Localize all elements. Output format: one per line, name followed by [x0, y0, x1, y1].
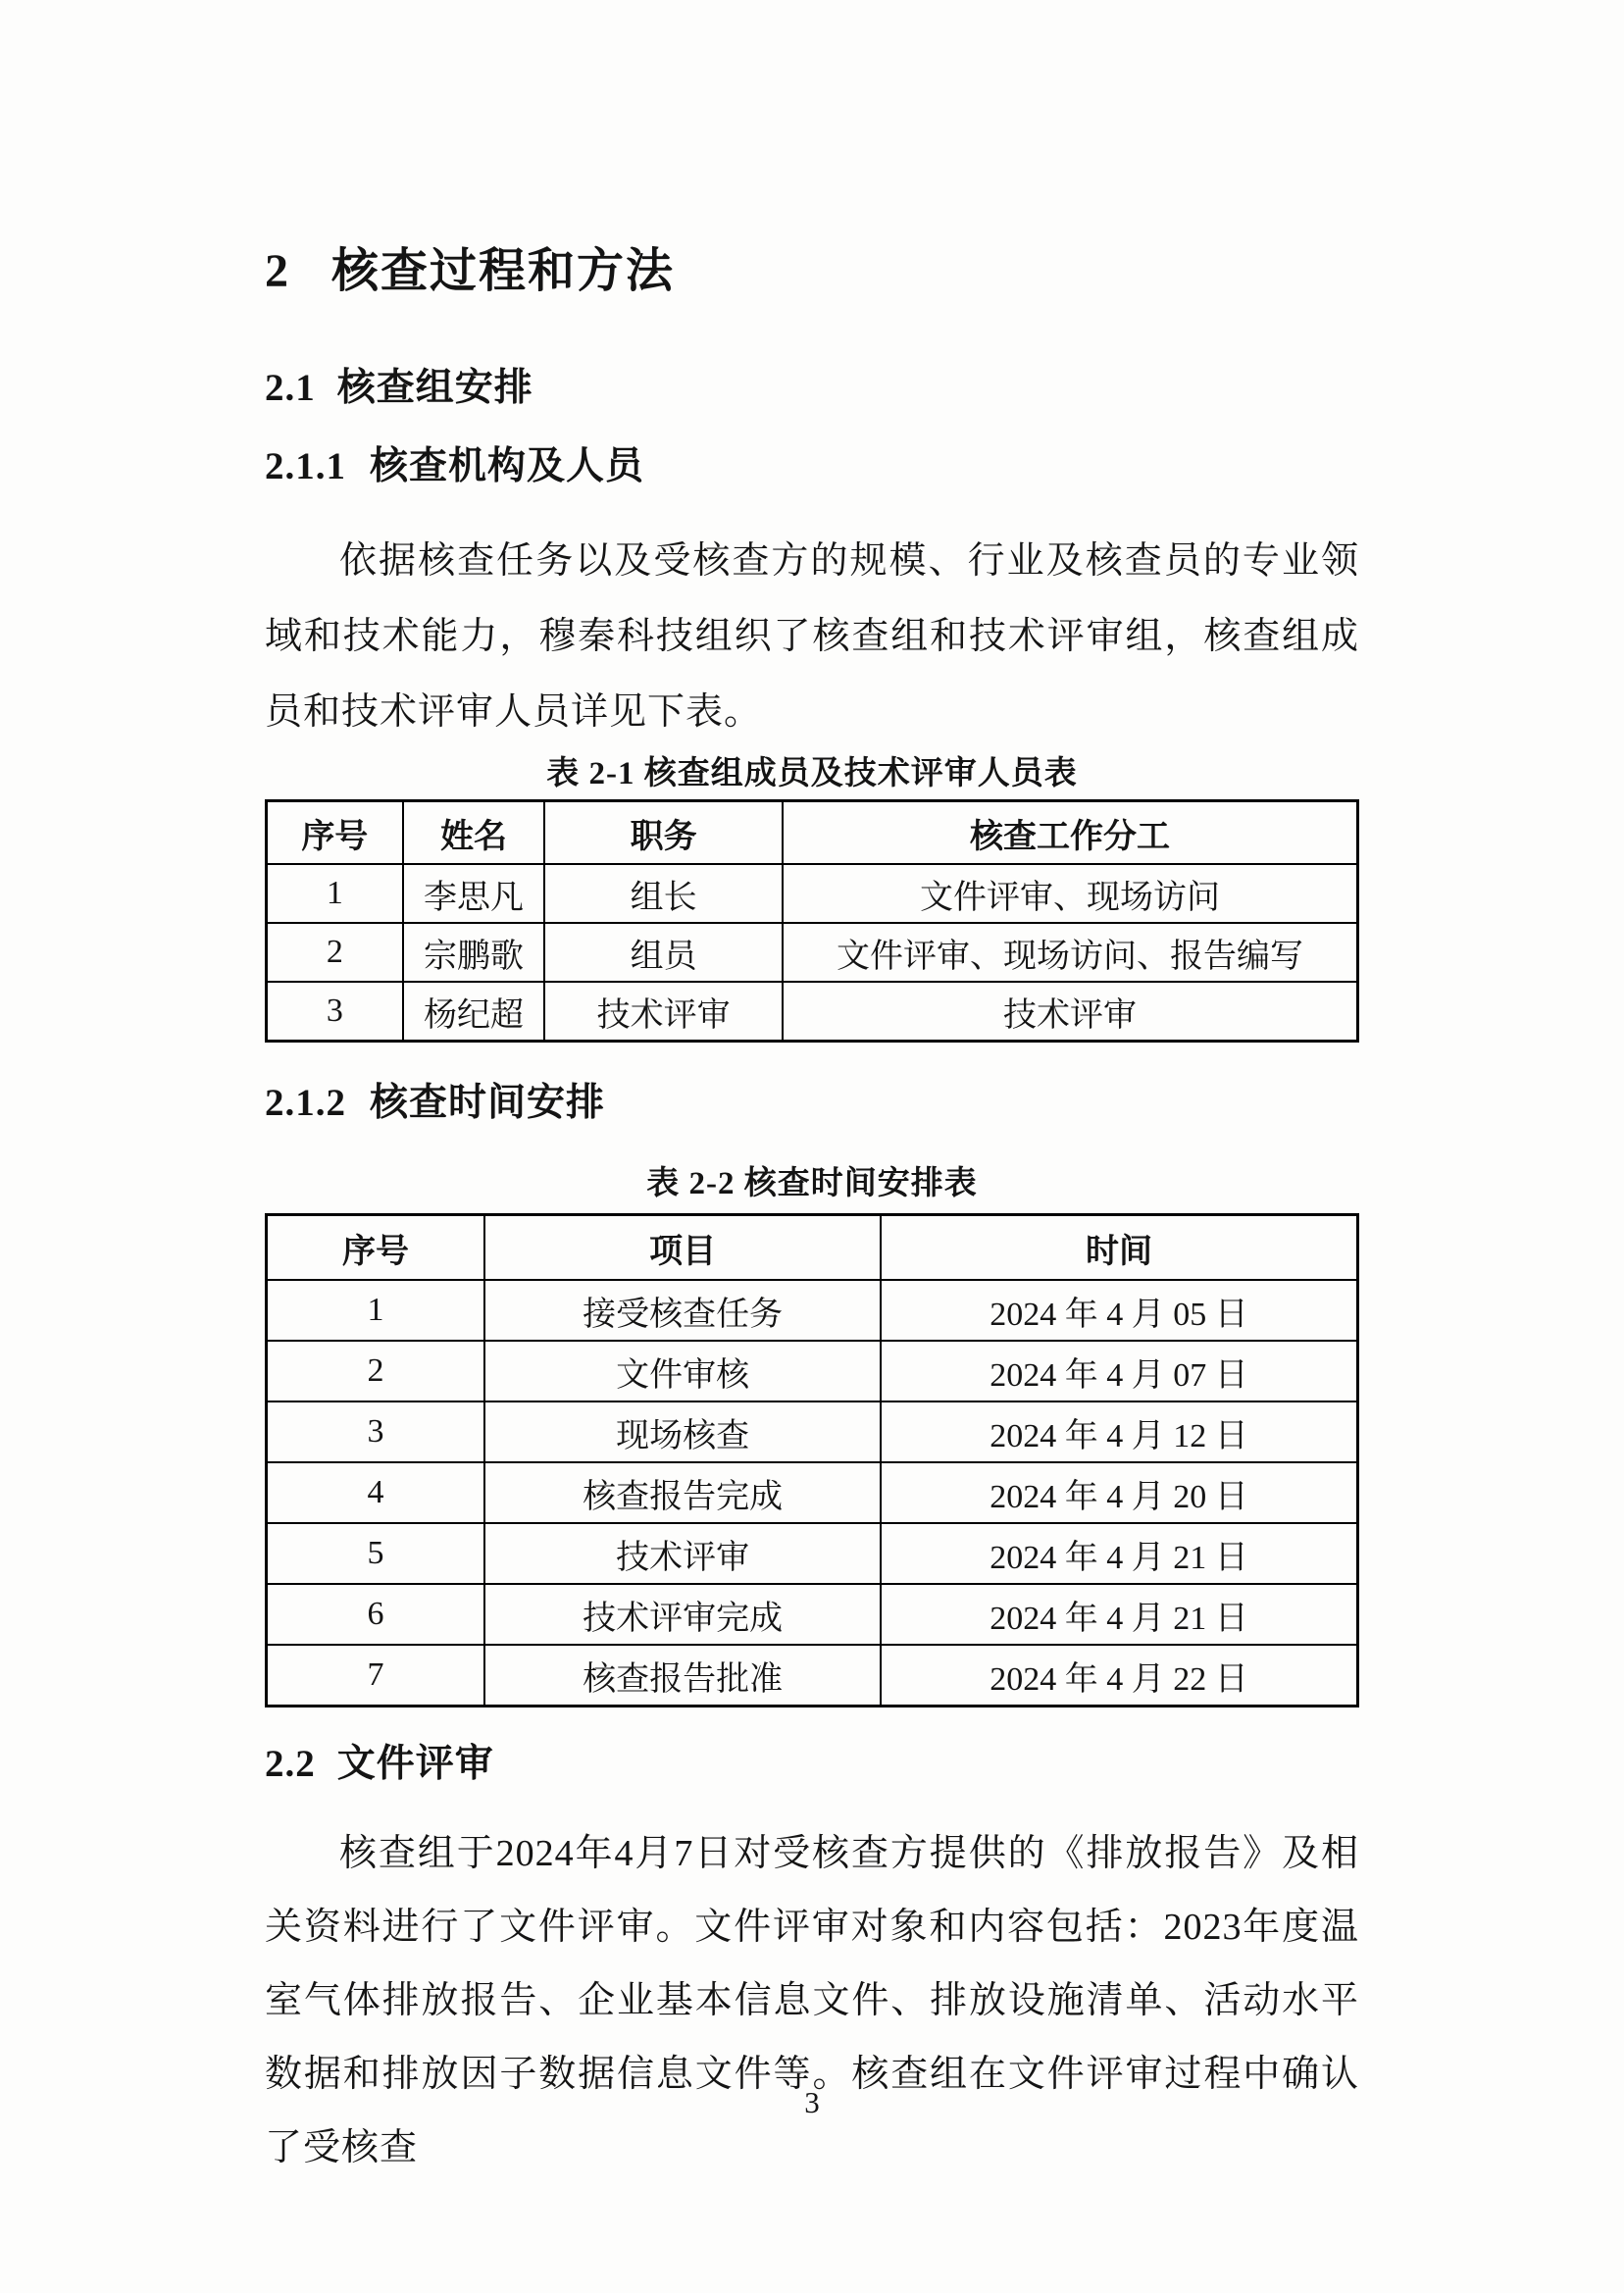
- cell-item: 现场核查: [484, 1401, 881, 1462]
- cell-date: 2024 年 4 月 12 日: [881, 1401, 1357, 1462]
- cell-role: 组员: [544, 923, 783, 982]
- section-heading-2-1-1: [265, 443, 1359, 490]
- page-number: 3: [804, 2085, 820, 2119]
- cell-item: 技术评审: [484, 1523, 881, 1584]
- cell-duty: 文件评审、现场访问: [783, 864, 1358, 923]
- column-header: 姓名: [403, 801, 545, 865]
- column-header: 时间: [881, 1215, 1357, 1281]
- cell-duty: 文件评审、现场访问、报告编写: [783, 923, 1358, 982]
- cell-date: 2024 年 4 月 21 日: [881, 1523, 1357, 1584]
- section-heading-2-1-2: [265, 1080, 1359, 1127]
- cell-name: 杨纪超: [403, 982, 545, 1042]
- cell-date: 2024 年 4 月 21 日: [881, 1584, 1357, 1645]
- column-header: 职务: [544, 801, 783, 865]
- verification-team-table: [265, 799, 1359, 1043]
- cell-index: 6: [267, 1584, 485, 1645]
- column-header: 项目: [484, 1215, 881, 1281]
- section-number: 2.2: [265, 1743, 316, 1785]
- paragraph-document-review: 核查组于2024年4月7日对受核查方提供的《排放报告》及相关资料进行了文件评审。文件评审对象和内容包括：2023年度温室气体排放报告、企业基本信息文件、排放设施清单、活动水平数据和排放因子数据信息文件等。核查组在文件评审过程中确认了受核查: [265, 1833, 1359, 2168]
- cell-name: 李思凡: [403, 864, 545, 923]
- cell-item: 核查报告完成: [484, 1462, 881, 1523]
- cell-index: 1: [267, 1280, 485, 1341]
- cell-item: 核查报告批准: [484, 1645, 881, 1707]
- cell-item: 文件审核: [484, 1341, 881, 1401]
- column-header: 序号: [267, 1215, 485, 1281]
- paragraph-team-arrangement: 依据核查任务以及受核查方的规模、行业及核查员的专业领域和技术能力，穆秦科技组织了核查组和技术评审组，核查组成员和技术评审人员详见下表。: [265, 540, 1359, 733]
- cell-index: 3: [267, 1401, 485, 1462]
- section-title: 核查时间安排: [370, 1082, 606, 1124]
- table-row: [267, 864, 1358, 923]
- column-header: 序号: [267, 801, 403, 865]
- document-content: [265, 0, 1359, 2185]
- cell-role: 组长: [544, 864, 783, 923]
- cell-item: 接受核查任务: [484, 1280, 881, 1341]
- table-row: [267, 982, 1358, 1042]
- table-header-row: [267, 801, 1358, 865]
- cell-date: 2024 年 4 月 20 日: [881, 1462, 1357, 1523]
- section-number: 2: [265, 245, 288, 297]
- table-row: [267, 1462, 1358, 1523]
- table-row: [267, 1280, 1358, 1341]
- table-row: [267, 923, 1358, 982]
- cell-index: 2: [267, 923, 403, 982]
- section-title: 核查机构及人员: [370, 445, 645, 487]
- cell-index: 5: [267, 1523, 485, 1584]
- table-row: [267, 1401, 1358, 1462]
- cell-index: 4: [267, 1462, 485, 1523]
- cell-date: 2024 年 4 月 22 日: [881, 1645, 1357, 1707]
- cell-name: 宗鹏歌: [403, 923, 545, 982]
- section-heading-2-1: [265, 365, 1359, 412]
- section-title: 核查组安排: [336, 367, 533, 409]
- cell-date: 2024 年 4 月 07 日: [881, 1341, 1357, 1401]
- cell-index: 3: [267, 982, 403, 1042]
- table-row: [267, 1523, 1358, 1584]
- verification-schedule-table: [265, 1213, 1359, 1707]
- section-number: 2.1: [265, 367, 316, 409]
- table-row: [267, 1645, 1358, 1707]
- table-row: [267, 1584, 1358, 1645]
- cell-index: 1: [267, 864, 403, 923]
- section-number: 2.1.1: [265, 445, 346, 487]
- section-title: 核查过程和方法: [331, 245, 676, 297]
- table-row: [267, 1341, 1358, 1401]
- table-header-row: [267, 1215, 1358, 1281]
- section-number: 2.1.2: [265, 1082, 346, 1124]
- table-2-1-caption: 表 2-1 核查组成员及技术评审人员表: [546, 756, 1078, 791]
- section-heading-2: [265, 243, 1359, 300]
- cell-role: 技术评审: [544, 982, 783, 1042]
- table-2-2-caption: 表 2-2 核查时间安排表: [646, 1166, 978, 1201]
- cell-item: 技术评审完成: [484, 1584, 881, 1645]
- section-heading-2-2: [265, 1741, 1359, 1788]
- column-header: 核查工作分工: [783, 801, 1358, 865]
- cell-index: 2: [267, 1341, 485, 1401]
- cell-duty: 技术评审: [783, 982, 1358, 1042]
- cell-date: 2024 年 4 月 05 日: [881, 1280, 1357, 1341]
- section-title: 文件评审: [336, 1743, 494, 1785]
- cell-index: 7: [267, 1645, 485, 1707]
